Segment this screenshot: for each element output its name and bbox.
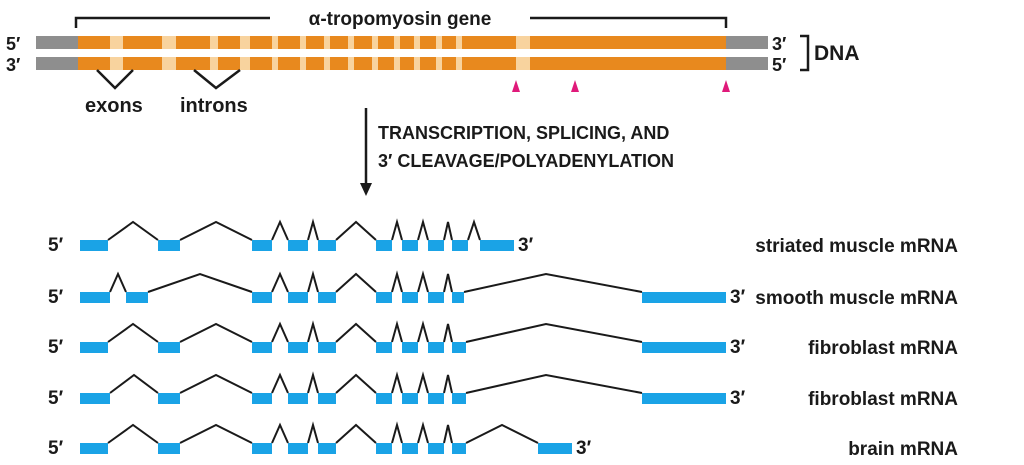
dna-bottom-strand-intron-10 xyxy=(394,57,400,70)
mrna-exon xyxy=(252,393,272,404)
mrna-exon xyxy=(642,342,726,353)
intron-splice-line xyxy=(308,425,318,443)
dna-bottom-right-flank xyxy=(726,57,768,70)
mrna-exon xyxy=(318,393,336,404)
mrna-exon xyxy=(538,443,572,454)
mrna-3prime-label: 3′ xyxy=(576,438,592,459)
intron-splice-line xyxy=(444,274,452,292)
dna-top-strand-intron-5 xyxy=(272,36,278,49)
dna-bottom-strand-intron-13 xyxy=(456,57,462,70)
mrna-row xyxy=(48,274,958,309)
dna-bottom-left-flank xyxy=(36,57,78,70)
mrna-exon xyxy=(252,240,272,251)
process-line-2: 3′ CLEAVAGE/POLYADENYLATION xyxy=(378,151,675,171)
mrna-exon xyxy=(80,292,110,303)
mrna-isoform-name: fibroblast mRNA xyxy=(808,389,958,410)
intron-splice-line xyxy=(392,425,402,443)
dna-top-left-flank xyxy=(36,36,78,49)
dna-bottom-strand-intron-1 xyxy=(110,57,123,70)
mrna-exon xyxy=(288,240,308,251)
dna-bottom-strand-intron-4 xyxy=(240,57,250,70)
intron-splice-line xyxy=(308,324,318,342)
mrna-exon xyxy=(376,342,392,353)
mrna-row xyxy=(48,375,958,410)
intron-splice-line xyxy=(392,222,402,240)
process-line-1: TRANSCRIPTION, SPLICING, AND xyxy=(378,123,670,143)
mrna-exon xyxy=(288,393,308,404)
mrna-3prime-label: 3′ xyxy=(730,287,746,308)
dna-top-strand xyxy=(78,36,726,49)
mrna-exon xyxy=(452,240,468,251)
dna-top-strand-intron-9 xyxy=(372,36,378,49)
intron-splice-line xyxy=(180,324,252,342)
mrna-3prime-label: 3′ xyxy=(518,235,534,256)
polyA-site-marker-3 xyxy=(722,80,730,92)
mrna-exon xyxy=(428,393,444,404)
intron-splice-line xyxy=(418,222,428,240)
intron-splice-line xyxy=(180,222,252,240)
intron-splice-line xyxy=(108,222,158,240)
intron-splice-line xyxy=(336,274,376,292)
dna-top-strand-intron-12 xyxy=(436,36,442,49)
dna-top-strand-intron-6 xyxy=(300,36,306,49)
intron-splice-line xyxy=(444,222,452,240)
mrna-exon xyxy=(452,342,466,353)
dna-strands xyxy=(36,36,768,70)
dna-top-strand-intron-4 xyxy=(240,36,250,49)
intron-splice-line xyxy=(272,222,288,240)
mrna-exon xyxy=(80,342,108,353)
mrna-exon xyxy=(402,292,418,303)
intron-splice-line xyxy=(272,274,288,292)
mrna-exon xyxy=(376,240,392,251)
mrna-exon xyxy=(428,292,444,303)
intron-splice-line xyxy=(444,425,452,443)
dna-bottom-strand-intron-8 xyxy=(348,57,354,70)
intron-splice-line xyxy=(466,425,538,443)
intron-splice-line xyxy=(272,425,288,443)
intron-splice-line xyxy=(418,375,428,393)
introns-label: introns xyxy=(180,95,248,117)
intron-splice-line xyxy=(336,324,376,342)
mrna-exon xyxy=(318,443,336,454)
dna-top-strand-intron-2 xyxy=(162,36,176,49)
intron-splice-line xyxy=(180,425,252,443)
dna-bottom-strand-intron-2 xyxy=(162,57,176,70)
mrna-exon xyxy=(428,240,444,251)
strand-top-3prime: 3′ xyxy=(772,34,787,54)
mrna-row xyxy=(48,425,958,460)
mrna-isoform-name: brain mRNA xyxy=(848,439,958,460)
dna-top-strand-intron-8 xyxy=(348,36,354,49)
intron-splice-line xyxy=(418,425,428,443)
mrna-3prime-label: 3′ xyxy=(730,388,746,409)
intron-splice-line xyxy=(110,375,158,393)
mrna-exon xyxy=(376,393,392,404)
mrna-exon xyxy=(318,240,336,251)
dna-bottom-strand-intron-11 xyxy=(414,57,420,70)
intron-splice-line xyxy=(464,274,642,292)
intron-splice-line xyxy=(108,425,158,443)
mrna-exon xyxy=(80,240,108,251)
strand-top-5prime: 5′ xyxy=(6,34,21,54)
intron-splice-line xyxy=(108,324,158,342)
mrna-exon xyxy=(452,292,464,303)
intron-splice-line xyxy=(336,222,376,240)
dna-label: DNA xyxy=(814,42,860,65)
dna-top-strand-intron-13 xyxy=(456,36,462,49)
intron-splice-line xyxy=(392,324,402,342)
mrna-exon xyxy=(642,292,726,303)
mrna-exon xyxy=(158,342,180,353)
mrna-exon xyxy=(252,342,272,353)
mrna-exon xyxy=(376,292,392,303)
dna-bottom-strand-intron-7 xyxy=(324,57,330,70)
mrna-exon xyxy=(318,292,336,303)
intron-splice-line xyxy=(444,324,452,342)
mrna-exon xyxy=(158,443,180,454)
mrna-isoform-name: striated muscle mRNA xyxy=(755,236,958,257)
mrna-exon xyxy=(452,393,466,404)
mrna-5prime-label: 5′ xyxy=(48,235,64,256)
intron-splice-line xyxy=(392,375,402,393)
mrna-exon xyxy=(158,240,180,251)
dna-bottom-strand-intron-9 xyxy=(372,57,378,70)
mrna-exon xyxy=(402,342,418,353)
mrna-5prime-label: 5′ xyxy=(48,287,64,308)
intron-splice-line xyxy=(272,324,288,342)
dna-bottom-strand-intron-12 xyxy=(436,57,442,70)
intron-splice-line xyxy=(418,324,428,342)
polyA-site-marker-2 xyxy=(571,80,579,92)
mrna-exon xyxy=(80,443,108,454)
mrna-exon xyxy=(428,443,444,454)
mrna-3prime-label: 3′ xyxy=(730,337,746,358)
mrna-exon xyxy=(402,240,418,251)
dna-top-strand-intron-1 xyxy=(110,36,123,49)
strand-bottom-5prime: 5′ xyxy=(772,55,787,75)
mrna-exon xyxy=(288,292,308,303)
mrna-exon xyxy=(642,393,726,404)
polyA-site-markers xyxy=(512,80,730,92)
intron-splice-line xyxy=(110,274,126,292)
strand-bottom-3prime: 3′ xyxy=(6,55,21,75)
mrna-exon xyxy=(318,342,336,353)
mrna-exon xyxy=(252,292,272,303)
intron-splice-line xyxy=(418,274,428,292)
mrna-exon xyxy=(252,443,272,454)
process-arrow-head xyxy=(360,183,372,196)
dna-top-strand-intron-3 xyxy=(210,36,218,49)
intron-splice-line xyxy=(336,375,376,393)
mrna-exon xyxy=(288,342,308,353)
dna-bottom-strand-intron-3 xyxy=(210,57,218,70)
intron-splice-line xyxy=(466,375,642,393)
callout-lines xyxy=(97,70,240,88)
mrna-row xyxy=(48,222,958,257)
intron-splice-line xyxy=(308,375,318,393)
intron-splice-line xyxy=(468,222,480,240)
mrna-exon xyxy=(402,443,418,454)
dna-bottom-strand-intron-6 xyxy=(300,57,306,70)
dna-top-strand-intron-14 xyxy=(516,36,530,49)
mrna-5prime-label: 5′ xyxy=(48,337,64,358)
dna-top-strand-intron-11 xyxy=(414,36,420,49)
mrna-exon xyxy=(376,443,392,454)
dna-top-strand-intron-10 xyxy=(394,36,400,49)
mrna-exon xyxy=(288,443,308,454)
intron-splice-line xyxy=(336,425,376,443)
polyA-site-marker-1 xyxy=(512,80,520,92)
intron-splice-line xyxy=(444,375,452,393)
mrna-exon xyxy=(428,342,444,353)
mrna-exon xyxy=(452,443,466,454)
dna-bottom-strand-intron-5 xyxy=(272,57,278,70)
mrna-5prime-label: 5′ xyxy=(48,438,64,459)
dna-top-right-flank xyxy=(726,36,768,49)
intron-splice-line xyxy=(392,274,402,292)
dna-bottom-strand-intron-14 xyxy=(516,57,530,70)
intron-splice-line xyxy=(308,222,318,240)
dna-top-strand-intron-7 xyxy=(324,36,330,49)
exons-label: exons xyxy=(85,95,143,117)
mrna-row xyxy=(48,324,958,359)
intron-splice-line xyxy=(180,375,252,393)
mrna-exon xyxy=(80,393,110,404)
dna-bracket xyxy=(800,36,808,70)
mrna-5prime-label: 5′ xyxy=(48,388,64,409)
mrna-isoform-name: smooth muscle mRNA xyxy=(755,288,958,309)
intron-splice-line xyxy=(466,324,642,342)
mrna-exon xyxy=(402,393,418,404)
intron-splice-line xyxy=(148,274,252,292)
mrna-exon xyxy=(480,240,514,251)
intron-splice-line xyxy=(308,274,318,292)
gene-title: α-tropomyosin gene xyxy=(308,9,492,30)
mrna-exon xyxy=(158,393,180,404)
mrna-isoforms xyxy=(48,222,958,460)
mrna-isoform-name: fibroblast mRNA xyxy=(808,338,958,359)
mrna-exon xyxy=(126,292,148,303)
intron-splice-line xyxy=(272,375,288,393)
dna-bottom-strand xyxy=(78,57,726,70)
